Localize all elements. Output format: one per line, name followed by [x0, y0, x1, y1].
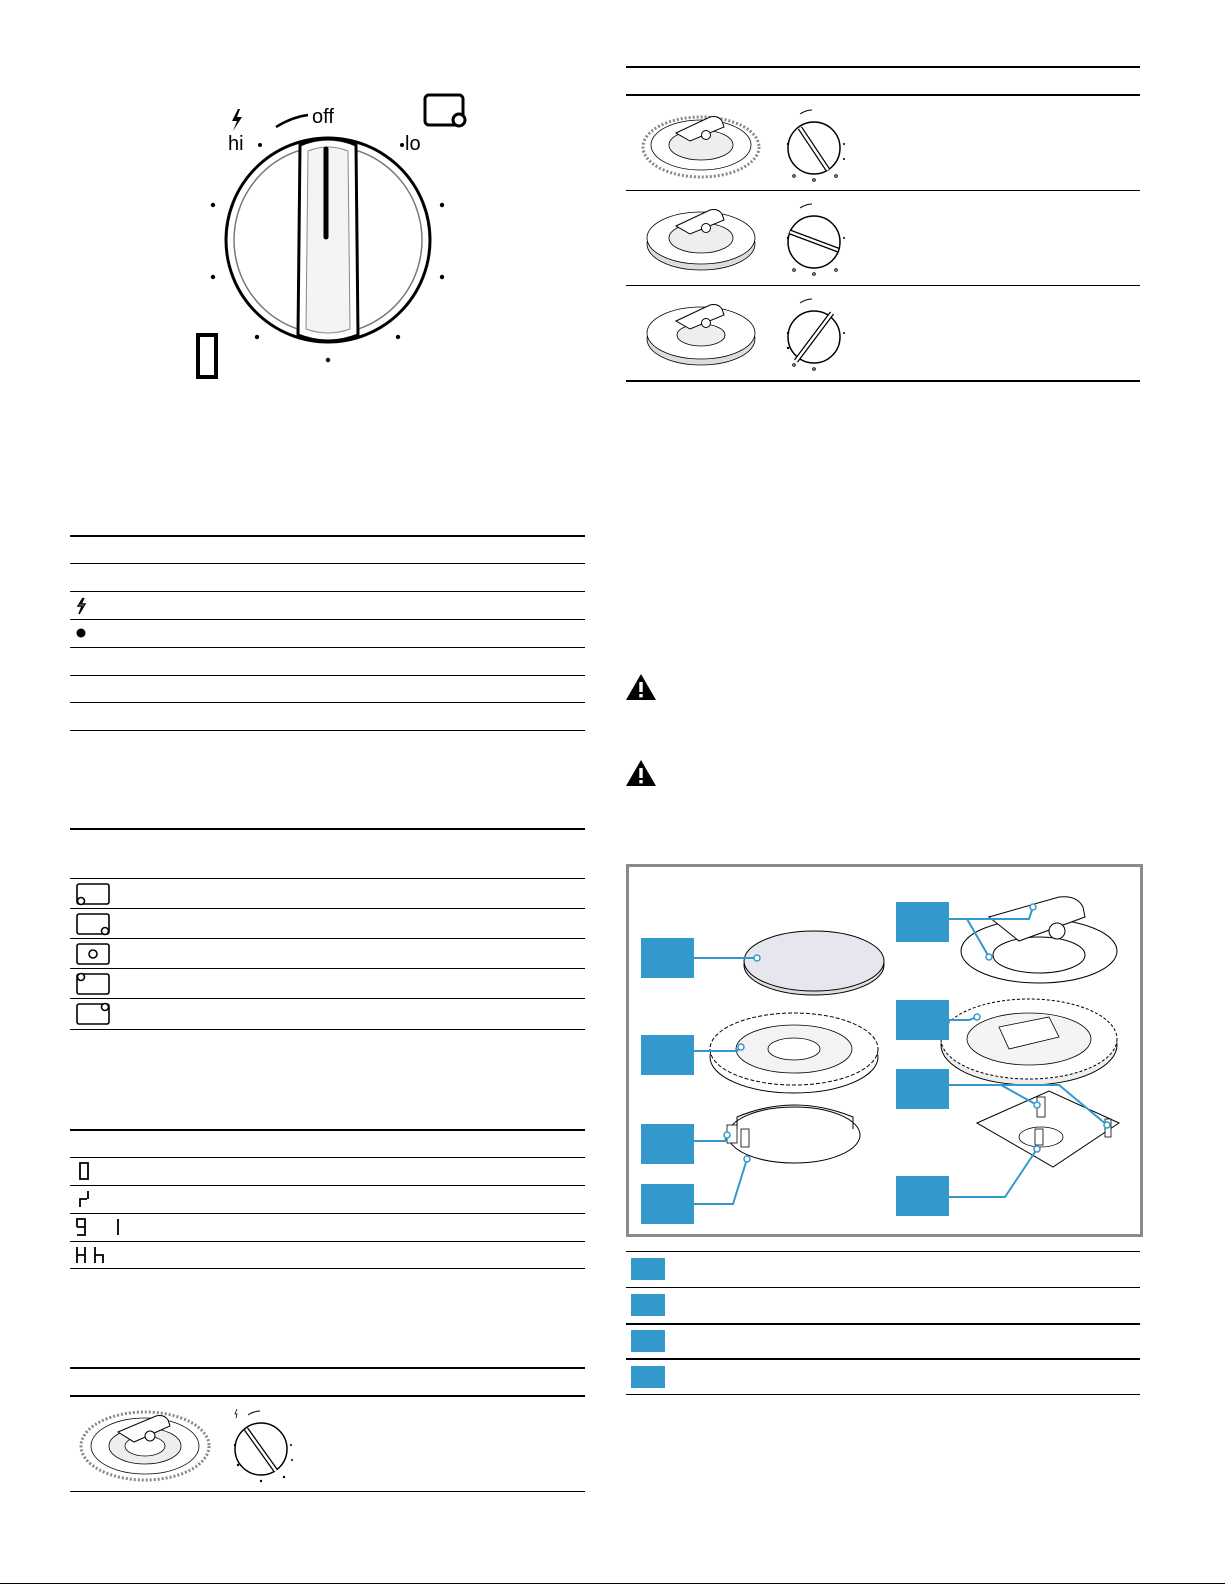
- display-code-0-icon: [74, 1160, 94, 1182]
- table1-row-rule: [70, 702, 585, 703]
- callout-badge: [641, 1035, 694, 1075]
- callout-badge: [896, 1000, 949, 1040]
- table2-row-rule: [70, 968, 585, 969]
- legend-badge: [631, 1258, 665, 1280]
- display-code-9-1-icon: [74, 1216, 126, 1238]
- display-code-residual-icon: [74, 1188, 94, 1210]
- table2-header-rule: [70, 878, 585, 879]
- table1-row-rule: [70, 647, 585, 648]
- legend-row-rule: [626, 1358, 1140, 1360]
- table3-bottom-rule: [70, 1268, 585, 1269]
- callout-badge: [896, 1176, 949, 1216]
- burner-flame-large-image: [78, 1402, 213, 1484]
- dot-icon: [74, 624, 88, 642]
- callout-badge: [641, 1124, 694, 1164]
- table1-header-rule: [70, 563, 585, 564]
- burner-rear-right-icon: [74, 1001, 112, 1027]
- warning-triangle-icon: [625, 673, 657, 701]
- table1-row-rule: [70, 591, 585, 592]
- table1-top-rule: [70, 535, 585, 537]
- table5-header-rule: [626, 94, 1140, 96]
- table3-row-rule: [70, 1185, 585, 1186]
- table2-row-rule: [70, 908, 585, 909]
- burner-rear-left-icon: [74, 971, 112, 997]
- callout-badge: [896, 1069, 949, 1109]
- display-digit-zero-icon: [192, 332, 222, 380]
- callout-badge: [641, 938, 694, 978]
- burner-flame-high-image: [640, 103, 762, 183]
- table3-header-rule: [70, 1157, 585, 1158]
- legend-row-rule: [626, 1323, 1140, 1325]
- knob-setting-high-image: [780, 104, 852, 186]
- burner-position-icon: [422, 92, 470, 128]
- table5-row-rule: [626, 285, 1140, 286]
- knob-setting-small-image: [228, 1405, 298, 1487]
- knob-label-off: off: [312, 106, 334, 128]
- callout-badge: [641, 1184, 694, 1224]
- table5-top-rule: [626, 66, 1140, 68]
- table1-row-rule: [70, 619, 585, 620]
- table4-top-rule: [70, 1367, 585, 1369]
- warning-triangle-icon: [625, 759, 657, 787]
- table3-row-rule: [70, 1213, 585, 1214]
- burner-front-right-icon: [74, 911, 112, 937]
- knob-label-lo: lo: [405, 133, 421, 155]
- lightning-icon: [73, 595, 89, 617]
- burner-center-icon: [74, 941, 112, 967]
- legend-badge: [631, 1294, 665, 1316]
- table1-bottom-rule: [70, 730, 585, 731]
- control-knob-illustration: [180, 85, 480, 385]
- knob-label-hi: hi: [228, 133, 244, 155]
- page-footer-rule: [0, 1583, 1225, 1584]
- legend-badge: [631, 1330, 665, 1352]
- legend-bottom-rule: [626, 1394, 1140, 1395]
- burner-flame-medium-image: [640, 198, 762, 278]
- table3-row-rule: [70, 1241, 585, 1242]
- table5-row-rule: [626, 190, 1140, 191]
- table5-bottom-rule: [626, 380, 1140, 382]
- callout-badge: [896, 902, 949, 942]
- burner-front-left-icon: [74, 881, 112, 907]
- burner-flame-low-image: [640, 293, 762, 373]
- table2-top-rule: [70, 828, 585, 830]
- burner-parts-art: [629, 867, 1134, 1228]
- table4-header-rule: [70, 1395, 585, 1397]
- table2-bottom-rule: [70, 1029, 585, 1030]
- knob-setting-medium-image: [780, 198, 852, 280]
- knob-setting-low-image: [780, 293, 852, 375]
- table1-row-rule: [70, 675, 585, 676]
- legend-top-rule: [626, 1251, 1140, 1252]
- table2-row-rule: [70, 938, 585, 939]
- table2-row-rule: [70, 998, 585, 999]
- legend-row-rule: [626, 1287, 1140, 1288]
- table3-top-rule: [70, 1129, 585, 1131]
- table4-bottom-rule: [70, 1491, 585, 1492]
- display-code-hh-icon: [74, 1244, 110, 1266]
- legend-badge: [631, 1366, 665, 1388]
